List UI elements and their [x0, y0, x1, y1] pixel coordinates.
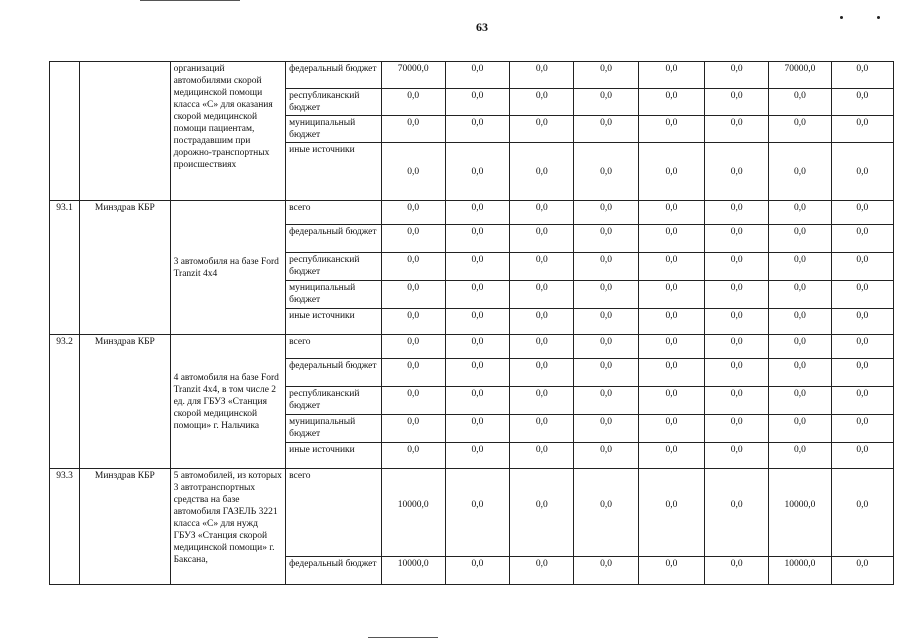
value-cell: 0,0	[705, 143, 769, 201]
value-cell: 0,0	[445, 143, 509, 201]
value-cell: 0,0	[831, 415, 893, 443]
measure-description: организаций автомобилями скорой медицинской помощи класса «С» для оказания скорой медицинской помощи пациентам, пострадавшим при дорожно-транспортных происшествиях	[170, 62, 286, 201]
value-cell: 0,0	[638, 359, 704, 387]
funding-source: федеральный бюджет	[286, 62, 381, 89]
value-cell: 0,0	[769, 89, 831, 116]
scan-speck	[840, 16, 843, 19]
value-cell: 0,0	[574, 201, 638, 225]
value-cell: 0,0	[769, 335, 831, 359]
value-cell: 0,0	[381, 359, 445, 387]
value-cell: 0,0	[445, 253, 509, 281]
value-cell: 0,0	[574, 143, 638, 201]
value-cell: 0,0	[638, 557, 704, 585]
value-cell: 0,0	[381, 253, 445, 281]
executor-cell: Минздрав КБР	[80, 469, 170, 585]
value-cell: 0,0	[510, 62, 574, 89]
value-cell: 0,0	[445, 62, 509, 89]
value-cell: 0,0	[831, 309, 893, 335]
value-cell: 0,0	[381, 415, 445, 443]
value-cell: 0,0	[831, 359, 893, 387]
value-cell: 0,0	[510, 443, 574, 469]
value-cell: 0,0	[705, 89, 769, 116]
funding-source: федеральный бюджет	[286, 225, 381, 253]
value-cell: 0,0	[574, 557, 638, 585]
value-cell: 0,0	[769, 387, 831, 415]
measure-description: 3 автомобиля на базе Ford Tranzit 4x4	[170, 201, 286, 335]
funding-source: иные источники	[286, 309, 381, 335]
row-index: 93.2	[50, 335, 80, 469]
value-cell: 0,0	[638, 415, 704, 443]
value-cell: 0,0	[705, 415, 769, 443]
funding-source: республиканский бюджет	[286, 253, 381, 281]
value-cell: 0,0	[381, 89, 445, 116]
value-cell: 0,0	[638, 309, 704, 335]
value-cell: 0,0	[574, 443, 638, 469]
value-cell: 10000,0	[381, 469, 445, 557]
value-cell: 0,0	[510, 89, 574, 116]
value-cell: 0,0	[510, 309, 574, 335]
value-cell: 0,0	[381, 387, 445, 415]
value-cell: 0,0	[445, 557, 509, 585]
value-cell: 0,0	[574, 309, 638, 335]
value-cell: 0,0	[574, 281, 638, 309]
value-cell: 0,0	[445, 335, 509, 359]
table-row	[50, 469, 894, 557]
value-cell: 0,0	[769, 309, 831, 335]
value-cell: 0,0	[769, 253, 831, 281]
value-cell: 0,0	[381, 143, 445, 201]
value-cell: 0,0	[638, 387, 704, 415]
scan-artifact-top	[140, 0, 240, 1]
value-cell: 0,0	[705, 116, 769, 143]
value-cell: 0,0	[705, 201, 769, 225]
value-cell: 0,0	[769, 443, 831, 469]
row-index	[50, 62, 80, 201]
value-cell: 0,0	[574, 359, 638, 387]
value-cell: 0,0	[574, 469, 638, 557]
value-cell: 0,0	[831, 201, 893, 225]
row-index: 93.1	[50, 201, 80, 335]
value-cell: 0,0	[574, 335, 638, 359]
executor-cell: Минздрав КБР	[80, 335, 170, 469]
value-cell: 0,0	[705, 281, 769, 309]
value-cell: 0,0	[831, 62, 893, 89]
value-cell: 0,0	[445, 89, 509, 116]
value-cell: 0,0	[831, 253, 893, 281]
value-cell: 0,0	[831, 469, 893, 557]
value-cell: 70000,0	[381, 62, 445, 89]
value-cell: 0,0	[510, 387, 574, 415]
value-cell: 0,0	[574, 116, 638, 143]
value-cell: 0,0	[574, 415, 638, 443]
value-cell: 0,0	[638, 201, 704, 225]
value-cell: 0,0	[638, 225, 704, 253]
value-cell: 0,0	[510, 116, 574, 143]
funding-source: федеральный бюджет	[286, 557, 381, 585]
funding-source: республиканский бюджет	[286, 387, 381, 415]
funding-source: всего	[286, 335, 381, 359]
budget-table	[49, 61, 894, 585]
value-cell: 0,0	[445, 281, 509, 309]
value-cell: 0,0	[574, 225, 638, 253]
value-cell: 0,0	[574, 62, 638, 89]
value-cell: 0,0	[831, 225, 893, 253]
scan-speck	[877, 16, 880, 19]
value-cell: 0,0	[638, 62, 704, 89]
funding-source: муниципальный бюджет	[286, 415, 381, 443]
value-cell: 0,0	[510, 359, 574, 387]
value-cell: 0,0	[445, 359, 509, 387]
value-cell: 0,0	[381, 225, 445, 253]
value-cell: 0,0	[381, 201, 445, 225]
scan-artifact-bottom	[368, 637, 438, 638]
funding-source: всего	[286, 469, 381, 557]
value-cell: 0,0	[381, 281, 445, 309]
value-cell: 0,0	[831, 143, 893, 201]
value-cell: 0,0	[769, 143, 831, 201]
value-cell: 0,0	[510, 281, 574, 309]
value-cell: 0,0	[638, 335, 704, 359]
value-cell: 0,0	[445, 415, 509, 443]
value-cell: 0,0	[510, 335, 574, 359]
value-cell: 0,0	[510, 225, 574, 253]
funding-source: муниципальный бюджет	[286, 281, 381, 309]
value-cell: 0,0	[445, 201, 509, 225]
value-cell: 0,0	[638, 143, 704, 201]
value-cell: 0,0	[510, 415, 574, 443]
funding-source: республиканский бюджет	[286, 89, 381, 116]
value-cell: 0,0	[381, 443, 445, 469]
value-cell: 0,0	[831, 281, 893, 309]
value-cell: 0,0	[381, 116, 445, 143]
row-index: 93.3	[50, 469, 80, 585]
value-cell: 0,0	[445, 225, 509, 253]
value-cell: 0,0	[574, 387, 638, 415]
value-cell: 10000,0	[381, 557, 445, 585]
value-cell: 0,0	[510, 557, 574, 585]
value-cell: 0,0	[445, 387, 509, 415]
value-cell: 0,0	[705, 443, 769, 469]
value-cell: 0,0	[705, 309, 769, 335]
executor-cell	[80, 62, 170, 201]
value-cell: 0,0	[831, 557, 893, 585]
value-cell: 0,0	[574, 253, 638, 281]
funding-source: иные источники	[286, 143, 381, 201]
value-cell: 0,0	[705, 62, 769, 89]
value-cell: 0,0	[705, 253, 769, 281]
value-cell: 0,0	[638, 469, 704, 557]
value-cell: 0,0	[638, 443, 704, 469]
value-cell: 0,0	[381, 309, 445, 335]
value-cell: 10000,0	[769, 469, 831, 557]
value-cell: 0,0	[769, 281, 831, 309]
value-cell: 0,0	[705, 359, 769, 387]
value-cell: 0,0	[769, 359, 831, 387]
value-cell: 0,0	[705, 387, 769, 415]
value-cell: 0,0	[510, 143, 574, 201]
value-cell: 0,0	[638, 116, 704, 143]
value-cell: 0,0	[574, 89, 638, 116]
value-cell: 0,0	[445, 309, 509, 335]
funding-source: федеральный бюджет	[286, 359, 381, 387]
value-cell: 0,0	[705, 335, 769, 359]
measure-description: 5 автомобилей, из которых 3 автотранспортных средства на базе автомобиля ГАЗЕЛЬ 3221 класса «С» для нужд ГБУЗ «Станция скорой медицинской помощи» г. Баксана,	[170, 469, 286, 585]
value-cell: 0,0	[638, 253, 704, 281]
value-cell: 10000,0	[769, 557, 831, 585]
executor-cell: Минздрав КБР	[80, 201, 170, 335]
value-cell: 0,0	[445, 443, 509, 469]
value-cell: 0,0	[769, 225, 831, 253]
value-cell: 0,0	[831, 89, 893, 116]
value-cell: 0,0	[831, 443, 893, 469]
value-cell: 0,0	[638, 89, 704, 116]
value-cell: 0,0	[638, 281, 704, 309]
table-row	[50, 335, 894, 359]
value-cell: 0,0	[705, 469, 769, 557]
table-row	[50, 201, 894, 225]
value-cell: 0,0	[831, 335, 893, 359]
value-cell: 0,0	[445, 469, 509, 557]
funding-source: муниципальный бюджет	[286, 116, 381, 143]
value-cell: 0,0	[831, 116, 893, 143]
value-cell: 0,0	[705, 225, 769, 253]
page-number: 63	[476, 20, 488, 34]
measure-description: 4 автомобиля на базе Ford Tranzit 4x4, в том числе 2 ед. для ГБУЗ «Станция скорой медицинской помощи» г. Нальчика	[170, 335, 286, 469]
value-cell: 70000,0	[769, 62, 831, 89]
value-cell: 0,0	[831, 387, 893, 415]
value-cell: 0,0	[510, 469, 574, 557]
value-cell: 0,0	[769, 415, 831, 443]
value-cell: 0,0	[769, 201, 831, 225]
value-cell: 0,0	[381, 335, 445, 359]
value-cell: 0,0	[445, 116, 509, 143]
funding-source: всего	[286, 201, 381, 225]
value-cell: 0,0	[510, 201, 574, 225]
value-cell: 0,0	[769, 116, 831, 143]
value-cell: 0,0	[705, 557, 769, 585]
funding-source: иные источники	[286, 443, 381, 469]
table-row	[50, 62, 894, 89]
value-cell: 0,0	[510, 253, 574, 281]
